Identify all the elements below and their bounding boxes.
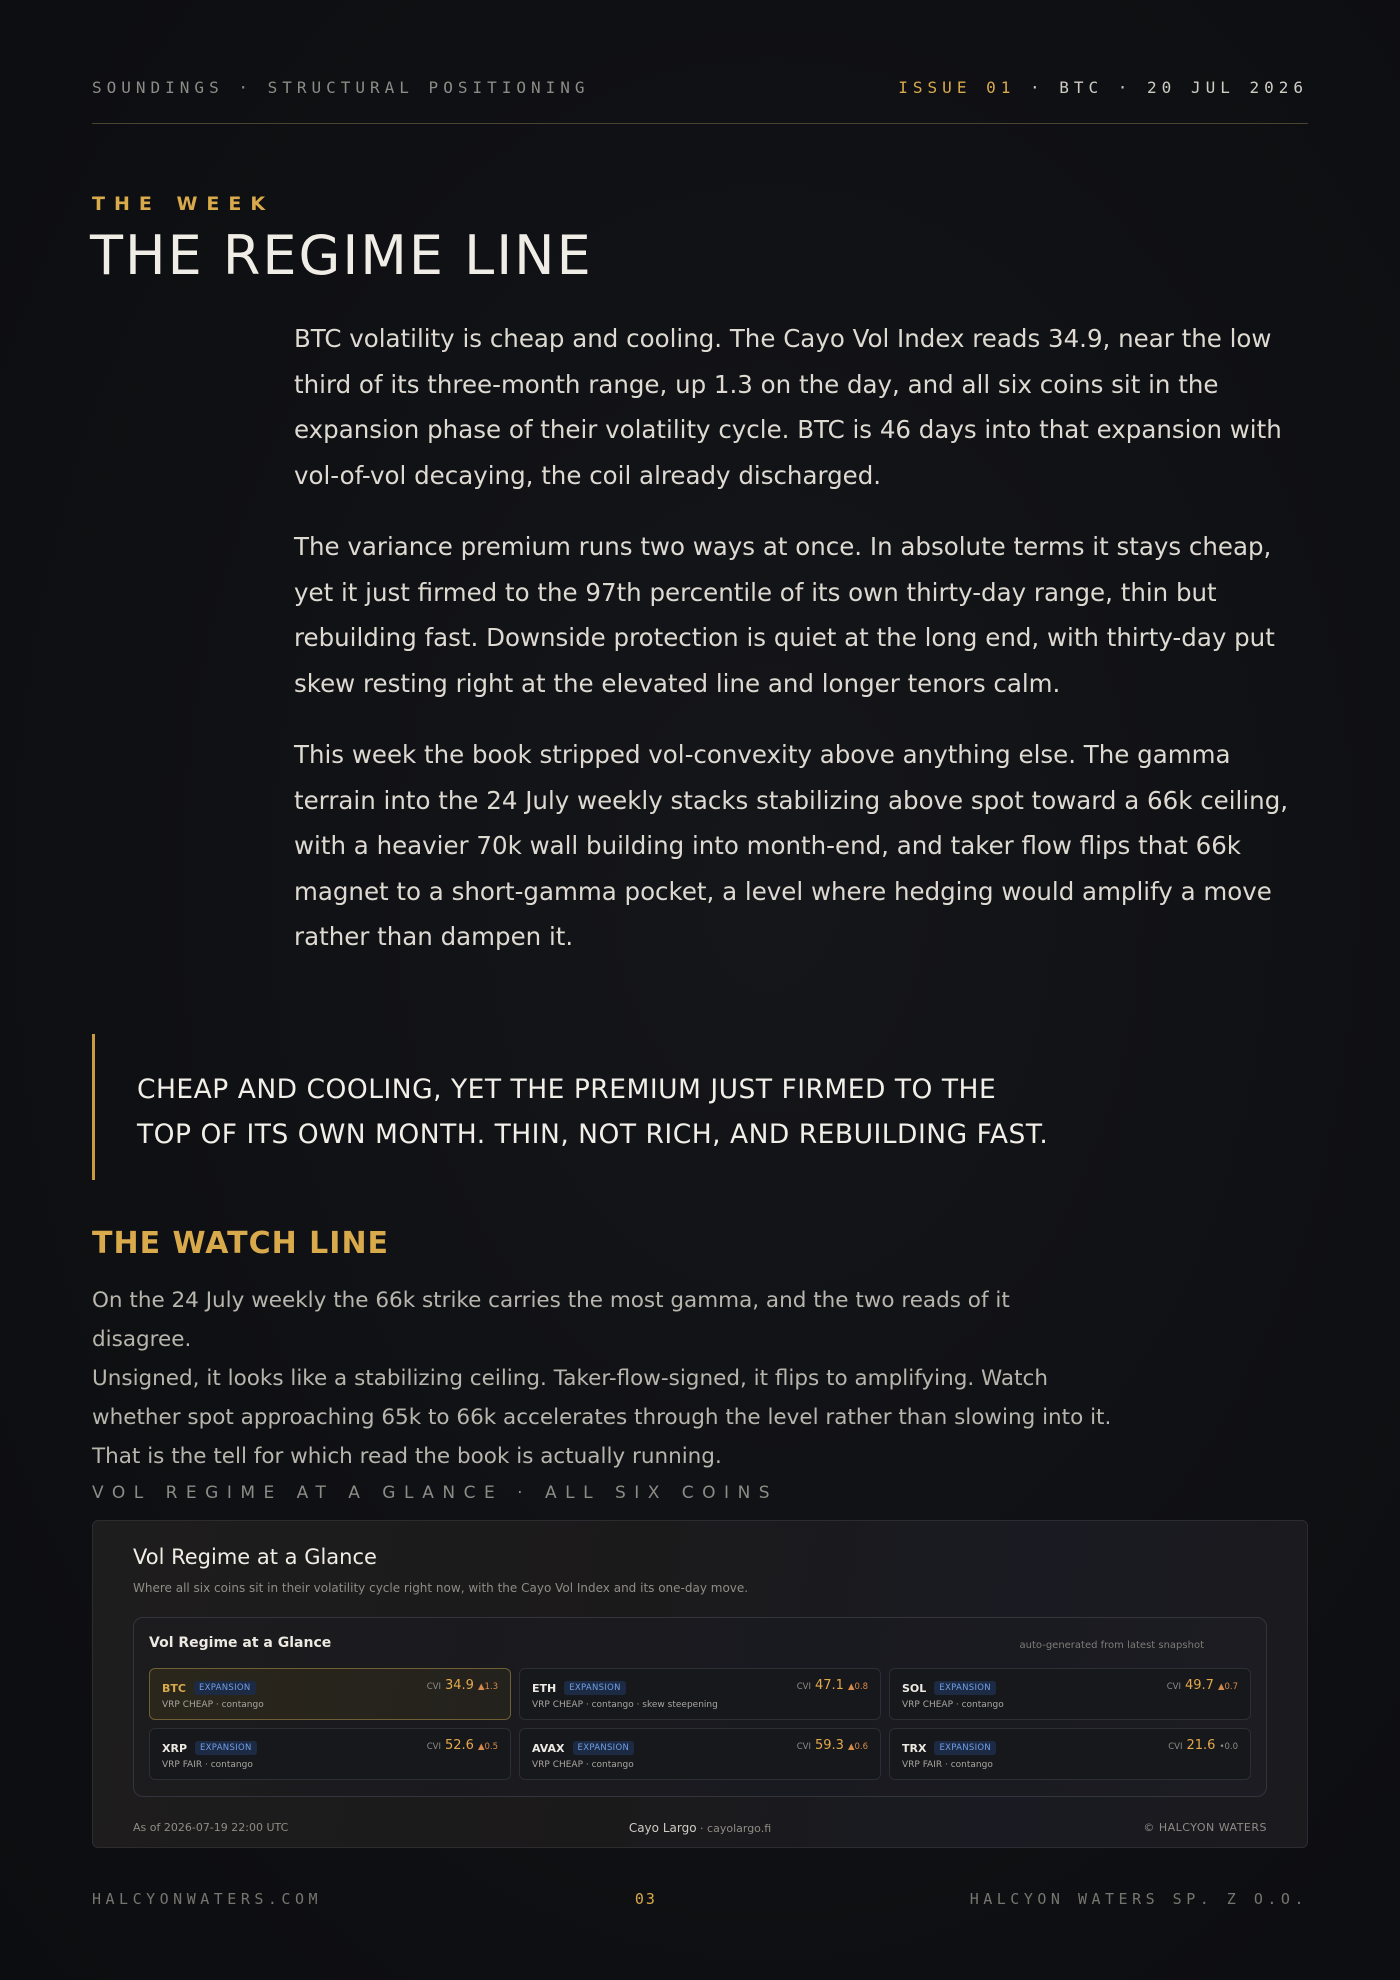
- vol-regime-panel: [133, 1617, 1267, 1797]
- phase-badge: EXPANSION: [934, 1681, 996, 1695]
- cvi-change: •0.0: [1219, 1742, 1238, 1752]
- watch-line-3: whether spot approaching 65k to 66k accelerates through the level rather than slowing into it.: [92, 1405, 1112, 1430]
- issue-info: [898, 78, 1308, 97]
- lead-paragraph-3: This week the book stripped vol-convexity above anything else. The gamma terrain into the 24 July weekly stacks stabilizing above spot toward a 66k ceiling, with a heavier 70k wall building into month-end, and taker flow flips that 66k magnet to a short-gamma pocket, a level where hedging would amplify a move rather than dampen it.: [294, 740, 1289, 951]
- section-kicker: THE WEEK: [92, 193, 275, 215]
- cvi-value: 52.6: [444, 1738, 474, 1753]
- cvi-label: CVI: [796, 1742, 811, 1752]
- coin-note: VRP CHEAP · contango: [162, 1700, 264, 1710]
- source-brand: Cayo Largo: [628, 1821, 697, 1835]
- coin-symbol: ETH: [532, 1681, 557, 1695]
- cvi-label: CVI: [796, 1682, 811, 1692]
- card-source: [93, 1821, 1307, 1835]
- cvi-readout: [427, 1738, 498, 1753]
- watch-line-title: THE WATCH LINE: [92, 1226, 390, 1261]
- coin-symbol: XRP: [162, 1741, 188, 1755]
- cvi-change: ▲0.5: [477, 1742, 498, 1752]
- cvi-label: CVI: [426, 1682, 441, 1692]
- phase-badge: EXPANSION: [564, 1681, 626, 1695]
- cvi-value: 47.1: [814, 1678, 844, 1693]
- coin-symbol: BTC: [162, 1681, 186, 1695]
- footer-company: HALCYON WATERS SP. Z O.O.: [969, 1890, 1308, 1908]
- watch-line-body: [92, 1281, 1112, 1476]
- coin-tile-eth: [519, 1668, 881, 1720]
- cvi-value: 21.6: [1186, 1738, 1216, 1753]
- cvi-readout: [797, 1738, 868, 1753]
- coin-grid: [149, 1668, 1251, 1780]
- issue-number: ISSUE 01: [898, 78, 1016, 97]
- lead-body: [294, 316, 1314, 986]
- pull-quote-line-1: CHEAP AND COOLING, YET THE PREMIUM JUST FIRMED TO THE: [137, 1074, 997, 1105]
- pull-quote-line-2: TOP OF ITS OWN MONTH. THIN, NOT RICH, AND REBUILDING FAST.: [137, 1119, 1049, 1150]
- cvi-value: 34.9: [444, 1678, 474, 1693]
- footer-website: HALCYONWATERS.COM: [92, 1890, 323, 1908]
- cvi-change: ▲0.8: [847, 1682, 868, 1692]
- phase-badge: EXPANSION: [194, 1681, 256, 1695]
- source-url: cayolargo.fi: [707, 1822, 772, 1835]
- cvi-change: ▲0.6: [847, 1742, 868, 1752]
- watch-line-1: On the 24 July weekly the 66k strike carries the most gamma, and the two reads of it disagree.: [92, 1288, 1010, 1352]
- phase-badge: EXPANSION: [195, 1741, 257, 1755]
- cvi-readout: [1168, 1738, 1238, 1753]
- phase-badge: EXPANSION: [573, 1741, 635, 1755]
- cvi-label: CVI: [426, 1742, 441, 1752]
- cvi-readout: [797, 1678, 868, 1693]
- coin-note: VRP CHEAP · contango: [532, 1760, 634, 1770]
- pull-quote: [92, 1034, 1092, 1180]
- coin-note: VRP CHEAP · contango · skew steepening: [532, 1700, 718, 1710]
- page-title: THE REGIME LINE: [90, 224, 593, 287]
- coin-tile-sol: [889, 1668, 1251, 1720]
- figure-label: VOL REGIME AT A GLANCE · ALL SIX COINS: [92, 1483, 779, 1503]
- coin-tile-xrp: [149, 1728, 511, 1780]
- card-timestamp: As of 2026-07-19 22:00 UTC: [133, 1821, 289, 1834]
- cvi-readout: [1167, 1678, 1238, 1693]
- coin-tile-trx: [889, 1728, 1251, 1780]
- coin-tile-btc: [149, 1668, 511, 1720]
- cvi-label: CVI: [1166, 1682, 1181, 1692]
- panel-title: Vol Regime at a Glance: [149, 1635, 332, 1651]
- card-title: Vol Regime at a Glance: [133, 1545, 377, 1569]
- cvi-change: ▲0.7: [1217, 1682, 1238, 1692]
- watch-line-2: Unsigned, it looks like a stabilizing ceiling. Taker-flow-signed, it flips to amplifying. Watch: [92, 1366, 1048, 1391]
- source-separator: ·: [696, 1822, 708, 1835]
- cvi-readout: [427, 1678, 498, 1693]
- cvi-change: ▲1.3: [477, 1682, 498, 1692]
- coin-symbol: SOL: [902, 1681, 927, 1695]
- page-header: [92, 78, 1308, 124]
- coin-note: VRP FAIR · contango: [902, 1760, 993, 1770]
- cvi-label: CVI: [1168, 1742, 1183, 1752]
- coin-note: VRP FAIR · contango: [162, 1760, 253, 1770]
- cvi-value: 49.7: [1184, 1678, 1214, 1693]
- coin-tile-avax: [519, 1728, 881, 1780]
- lead-paragraph-1: BTC volatility is cheap and cooling. The Cayo Vol Index reads 34.9, near the low third of its three-month range, up 1.3 on the day, and all six coins sit in the expansion phase of their volatility cycle. BTC is 46 days into that expansion with vol-of-vol decaying, the coil already discharged.: [294, 324, 1282, 490]
- lead-paragraph-2: The variance premium runs two ways at once. In absolute terms it stays cheap, yet it just firmed to the 97th percentile of its own thirty-day range, thin but rebuilding fast. Downside protection is quiet at the long end, with thirty-day put skew resting right at the elevated line and longer tenors calm.: [294, 532, 1275, 698]
- page-footer: [92, 1890, 1308, 1908]
- coin-symbol: TRX: [902, 1741, 927, 1755]
- issue-date: · BTC · 20 JUL 2026: [1015, 78, 1308, 97]
- page-number: 03: [634, 1890, 657, 1908]
- cvi-value: 59.3: [814, 1738, 844, 1753]
- publication-name: SOUNDINGS · STRUCTURAL POSITIONING: [92, 78, 590, 97]
- panel-note: auto-generated from latest snapshot: [1019, 1640, 1204, 1651]
- vol-regime-card: [92, 1520, 1308, 1848]
- coin-symbol: AVAX: [532, 1741, 565, 1755]
- phase-badge: EXPANSION: [934, 1741, 996, 1755]
- watch-line-4: That is the tell for which read the book is actually running.: [92, 1444, 722, 1469]
- coin-note: VRP CHEAP · contango: [902, 1700, 1004, 1710]
- card-copyright: © HALCYON WATERS: [1143, 1821, 1267, 1834]
- card-subtitle: Where all six coins sit in their volatility cycle right now, with the Cayo Vol Index and its one-day move.: [133, 1581, 749, 1595]
